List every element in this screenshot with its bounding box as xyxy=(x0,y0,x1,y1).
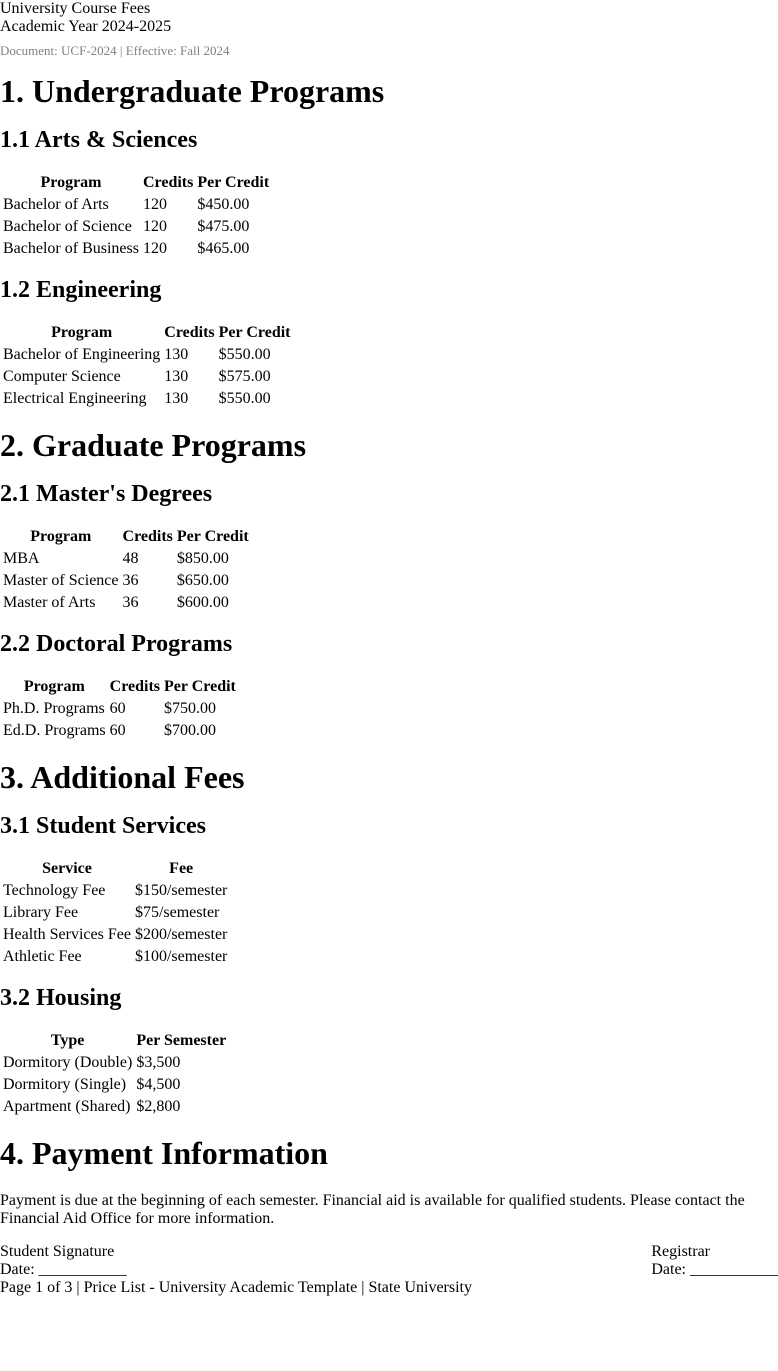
subsection-title-engineering: 1.2 Engineering xyxy=(0,277,162,303)
column-header: Service xyxy=(42,860,92,877)
column-header: Credits xyxy=(142,174,194,191)
table-cell: Bachelor of Engineering xyxy=(3,346,161,363)
table-row xyxy=(2,367,291,387)
table-cell: $850.00 xyxy=(176,550,229,567)
column-header: Per Credit xyxy=(218,324,291,341)
subsection-title-masters: 2.1 Master's Degrees xyxy=(0,481,213,507)
table-cell: Apartment (Shared) xyxy=(3,1098,131,1115)
table-cell: Technology Fee xyxy=(3,882,106,899)
academic-year: Academic Year 2024-2025 xyxy=(0,18,172,35)
student-signature-block xyxy=(0,1243,127,1279)
fee-table-engineering xyxy=(0,321,293,411)
student-date-field: Date: ___________ xyxy=(0,1261,127,1278)
subsection-title-housing: 3.2 Housing xyxy=(0,985,122,1011)
table-cell: $650.00 xyxy=(176,572,229,589)
column-header: Per Credit xyxy=(197,174,270,191)
table-cell: $575.00 xyxy=(218,368,271,385)
table-cell: Bachelor of Business xyxy=(3,240,139,257)
table-cell: Master of Arts xyxy=(3,594,96,611)
table-header-row xyxy=(2,859,228,879)
table-cell: Library Fee xyxy=(3,904,79,921)
fee-table-arts-sciences xyxy=(0,171,272,261)
table-cell: 130 xyxy=(164,368,189,385)
table-header-row xyxy=(2,677,237,697)
table-cell: Athletic Fee xyxy=(3,948,82,965)
table-row xyxy=(2,1075,227,1095)
table-cell: 60 xyxy=(109,700,126,717)
table-cell: Dormitory (Single) xyxy=(3,1076,127,1093)
table-row xyxy=(2,571,250,591)
document-header xyxy=(0,0,778,58)
column-header: Per Semester xyxy=(136,1032,227,1049)
table-cell: $150/semester xyxy=(134,882,228,899)
table-cell: $100/semester xyxy=(134,948,228,965)
table-cell: $75/semester xyxy=(134,904,220,921)
table-cell: Ph.D. Programs xyxy=(3,700,105,717)
table-cell: Master of Science xyxy=(3,572,119,589)
table-row xyxy=(2,195,270,215)
table-cell: Computer Science xyxy=(3,368,121,385)
fee-table-student-services xyxy=(0,857,230,969)
table-cell: 120 xyxy=(142,240,167,257)
section-title-undergraduate: 1. Undergraduate Programs xyxy=(0,73,385,109)
table-cell: Dormitory (Double) xyxy=(3,1054,133,1071)
column-header: Per Credit xyxy=(176,528,249,545)
section-title-graduate: 2. Graduate Programs xyxy=(0,427,307,463)
column-header: Program xyxy=(30,528,92,545)
fee-table-masters xyxy=(0,525,252,615)
fee-table-housing xyxy=(0,1029,229,1119)
column-header: Program xyxy=(51,324,113,341)
document-meta: Document: UCF-2024 | Effective: Fall 2024 xyxy=(0,43,230,58)
column-header: Program xyxy=(23,678,85,695)
section-title-additional-fees: 3. Additional Fees xyxy=(0,759,245,795)
table-row xyxy=(2,947,228,967)
registrar-date-field: Date: ___________ xyxy=(651,1261,778,1278)
table-row xyxy=(2,239,270,259)
table-cell: Ed.D. Programs xyxy=(3,722,106,739)
table-cell: $3,500 xyxy=(136,1054,181,1071)
table-cell: 120 xyxy=(142,218,167,235)
table-cell: $700.00 xyxy=(164,722,217,739)
table-row xyxy=(2,389,291,409)
table-cell: 36 xyxy=(122,594,139,611)
page-footer: Page 1 of 3 | Price List - University Academic Template | State University xyxy=(0,1279,472,1296)
table-cell: $2,800 xyxy=(136,1098,181,1115)
table-row xyxy=(2,699,237,719)
table-row xyxy=(2,593,250,613)
table-cell: $200/semester xyxy=(134,926,228,943)
subsection-title-arts-sciences: 1.1 Arts & Sciences xyxy=(0,127,198,153)
fee-table-doctoral xyxy=(0,675,239,743)
table-header-row xyxy=(2,527,250,547)
table-cell: Bachelor of Arts xyxy=(3,196,109,213)
column-header: Per Credit xyxy=(164,678,236,695)
registrar-signature-block xyxy=(651,1243,778,1279)
table-row xyxy=(2,1097,227,1117)
table-cell: $750.00 xyxy=(164,700,217,717)
table-cell: 120 xyxy=(142,196,167,213)
registrar-label: Registrar xyxy=(651,1243,710,1260)
column-header: Credits xyxy=(164,324,215,341)
table-row xyxy=(2,881,228,901)
table-header-row xyxy=(2,173,270,193)
subsection-title-doctoral: 2.2 Doctoral Programs xyxy=(0,631,233,657)
table-cell: $550.00 xyxy=(218,346,271,363)
column-header: Credits xyxy=(122,528,173,545)
table-cell: MBA xyxy=(3,550,40,567)
column-header: Credits xyxy=(109,678,161,695)
table-cell: Bachelor of Science xyxy=(3,218,132,235)
table-cell: $450.00 xyxy=(197,196,250,213)
table-cell: Electrical Engineering xyxy=(3,390,147,407)
signature-row xyxy=(0,1243,778,1279)
section-title-payment: 4. Payment Information xyxy=(0,1135,328,1171)
table-cell: $465.00 xyxy=(197,240,250,257)
payment-paragraph: Payment is due at the beginning of each semester. Financial aid is available for qualified students. Please contact the Financial Aid Office for more information. xyxy=(0,1192,745,1227)
table-row xyxy=(2,903,228,923)
column-header: Program xyxy=(40,174,102,191)
table-cell: $4,500 xyxy=(136,1076,181,1093)
table-cell: 60 xyxy=(109,722,126,739)
table-cell: $600.00 xyxy=(176,594,229,611)
table-row xyxy=(2,925,228,945)
table-cell: 36 xyxy=(122,572,139,589)
table-row xyxy=(2,1053,227,1073)
table-header-row xyxy=(2,1031,227,1051)
table-cell: 130 xyxy=(164,390,189,407)
table-header-row xyxy=(2,323,291,343)
student-signature-label: Student Signature xyxy=(0,1243,115,1260)
table-cell: $475.00 xyxy=(197,218,250,235)
document-title: University Course Fees xyxy=(0,0,151,17)
table-cell: $550.00 xyxy=(218,390,271,407)
table-cell: 130 xyxy=(164,346,189,363)
table-row xyxy=(2,217,270,237)
subsection-title-student-services: 3.1 Student Services xyxy=(0,813,206,839)
column-header: Fee xyxy=(169,860,194,877)
table-row xyxy=(2,549,250,569)
table-row xyxy=(2,345,291,365)
table-cell: Health Services Fee xyxy=(3,926,131,943)
table-cell: 48 xyxy=(122,550,139,567)
table-row xyxy=(2,721,237,741)
column-header: Type xyxy=(50,1032,85,1049)
